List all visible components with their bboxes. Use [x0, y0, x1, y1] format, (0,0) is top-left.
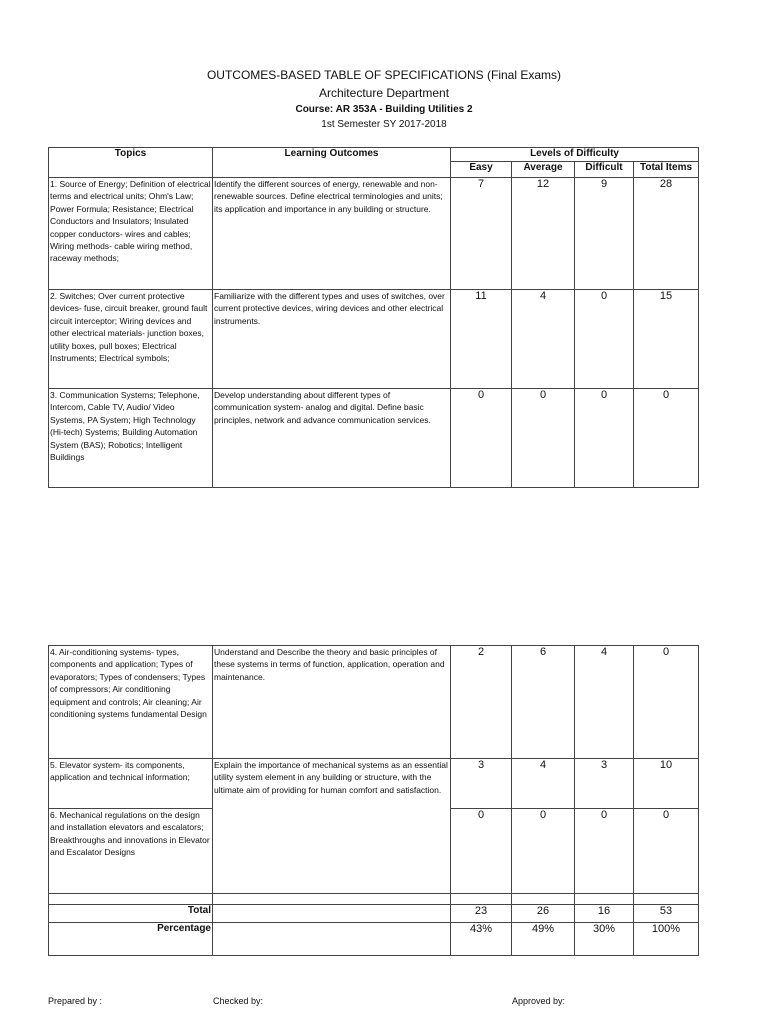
outcome-cell: Understand and Describe the theory and basic principles of these systems in terms of function, application, operation and maintenance. — [213, 646, 451, 759]
table-row — [49, 646, 699, 759]
easy-cell: 0 — [451, 809, 512, 894]
topic-cell: 1. Source of Energy; Definition of electrical terms and electrical units; Ohm's Law; Power Formula; Resistance; Electrical Conductors and Insulators; Insulated copper conductors- wires and cables; Wiring methods- cable wiring method, raceway methods; — [49, 178, 213, 290]
header-total-items: Total Items — [634, 162, 699, 178]
table-row — [49, 389, 699, 488]
table-row — [49, 178, 699, 290]
header-levels-of-difficulty: Levels of Difficulty — [451, 148, 699, 162]
easy-cell: 11 — [451, 290, 512, 389]
specifications-table-part-2 — [48, 645, 699, 956]
difficult-cell: 4 — [575, 646, 634, 759]
difficult-cell: 0 — [575, 389, 634, 488]
total-cell: 15 — [634, 290, 699, 389]
average-cell: 6 — [512, 646, 575, 759]
percentage-row — [49, 923, 699, 956]
course-title: Course: AR 353A - Building Utilities 2 — [295, 104, 473, 115]
department-title: Architecture Department — [318, 86, 450, 100]
specifications-table-part-1 — [48, 147, 699, 488]
header-difficult: Difficult — [575, 162, 634, 178]
percentage-difficult: 30% — [575, 923, 634, 956]
header-topics: Topics — [49, 148, 213, 178]
easy-cell: 3 — [451, 759, 512, 809]
topic-cell: 2. Switches; Over current protective devices- fuse, circuit breaker, ground fault circuit interceptor; Wiring devices and other electrical materials- junction boxes, utility boxes, pull boxes; Electrical Instruments; Electrical symbols; — [49, 290, 213, 389]
approved-by-label: Approved by: — [512, 996, 566, 1006]
easy-cell: 2 — [451, 646, 512, 759]
difficult-cell: 0 — [575, 809, 634, 894]
topic-cell: 3. Communication Systems; Telephone, Intercom, Cable TV, Audio/ Video Systems, PA System; High Technology (Hi-tech) Systems; Building Automation System (BAS); Robotics; Intelligent Buildings — [49, 389, 213, 488]
table-row — [49, 290, 699, 389]
outcome-cell: Familiarize with the different types and uses of switches, over current protective devices, wiring devices and other electrical instruments. — [213, 290, 451, 389]
outcome-cell: Identify the different sources of energy, renewable and non-renewable sources. Define electrical terminologies and units; its application and importance in any building or structure. — [213, 178, 451, 290]
checked-by-label: Checked by: — [213, 996, 264, 1006]
total-label: Total — [49, 905, 213, 923]
average-cell: 0 — [512, 809, 575, 894]
total-items: 53 — [634, 905, 699, 923]
average-cell: 4 — [512, 290, 575, 389]
easy-cell: 0 — [451, 389, 512, 488]
header-learning-outcomes: Learning Outcomes — [213, 148, 451, 178]
average-cell: 4 — [512, 759, 575, 809]
total-cell: 0 — [634, 389, 699, 488]
document-title: OUTCOMES-BASED TABLE OF SPECIFICATIONS (Final Exams) — [206, 68, 562, 82]
percentage-label: Percentage — [49, 923, 213, 956]
spacer-row — [49, 894, 699, 905]
total-easy: 23 — [451, 905, 512, 923]
total-cell: 0 — [634, 809, 699, 894]
table-row — [49, 759, 699, 809]
total-average: 26 — [512, 905, 575, 923]
percentage-total: 100% — [634, 923, 699, 956]
total-cell: 10 — [634, 759, 699, 809]
average-cell: 12 — [512, 178, 575, 290]
header-average: Average — [512, 162, 575, 178]
topic-cell: 6. Mechanical regulations on the design and installation elevators and escalators; Breakthroughs and innovations in Elevator and Escalator Designs — [49, 809, 213, 894]
total-cell: 0 — [634, 646, 699, 759]
difficult-cell: 0 — [575, 290, 634, 389]
prepared-by-label: Prepared by : — [48, 996, 103, 1006]
total-difficult: 16 — [575, 905, 634, 923]
topic-cell: 4. Air-conditioning systems- types, components and application; Types of evaporators; Types of condensers; Types of compressors; Air conditioning equipment and controls; Air cleaning; Air conditioning systems fundamental Design — [49, 646, 213, 759]
topic-cell: 5. Elevator system- its components, application and technical information; — [49, 759, 213, 809]
total-cell: 28 — [634, 178, 699, 290]
outcome-cell: Explain the importance of mechanical systems as an essential utility system element in any building or structure, with the ultimate aim of providing for human comfort and satisfaction. — [213, 759, 451, 894]
difficult-cell: 9 — [575, 178, 634, 290]
easy-cell: 7 — [451, 178, 512, 290]
outcome-cell: Develop understanding about different types of communication system- analog and digital. Define basic principles, network and advance communication services. — [213, 389, 451, 488]
header-easy: Easy — [451, 162, 512, 178]
difficult-cell: 3 — [575, 759, 634, 809]
average-cell: 0 — [512, 389, 575, 488]
total-row — [49, 905, 699, 923]
percentage-average: 49% — [512, 923, 575, 956]
semester-title: 1st Semester SY 2017-2018 — [321, 119, 447, 130]
percentage-easy: 43% — [451, 923, 512, 956]
